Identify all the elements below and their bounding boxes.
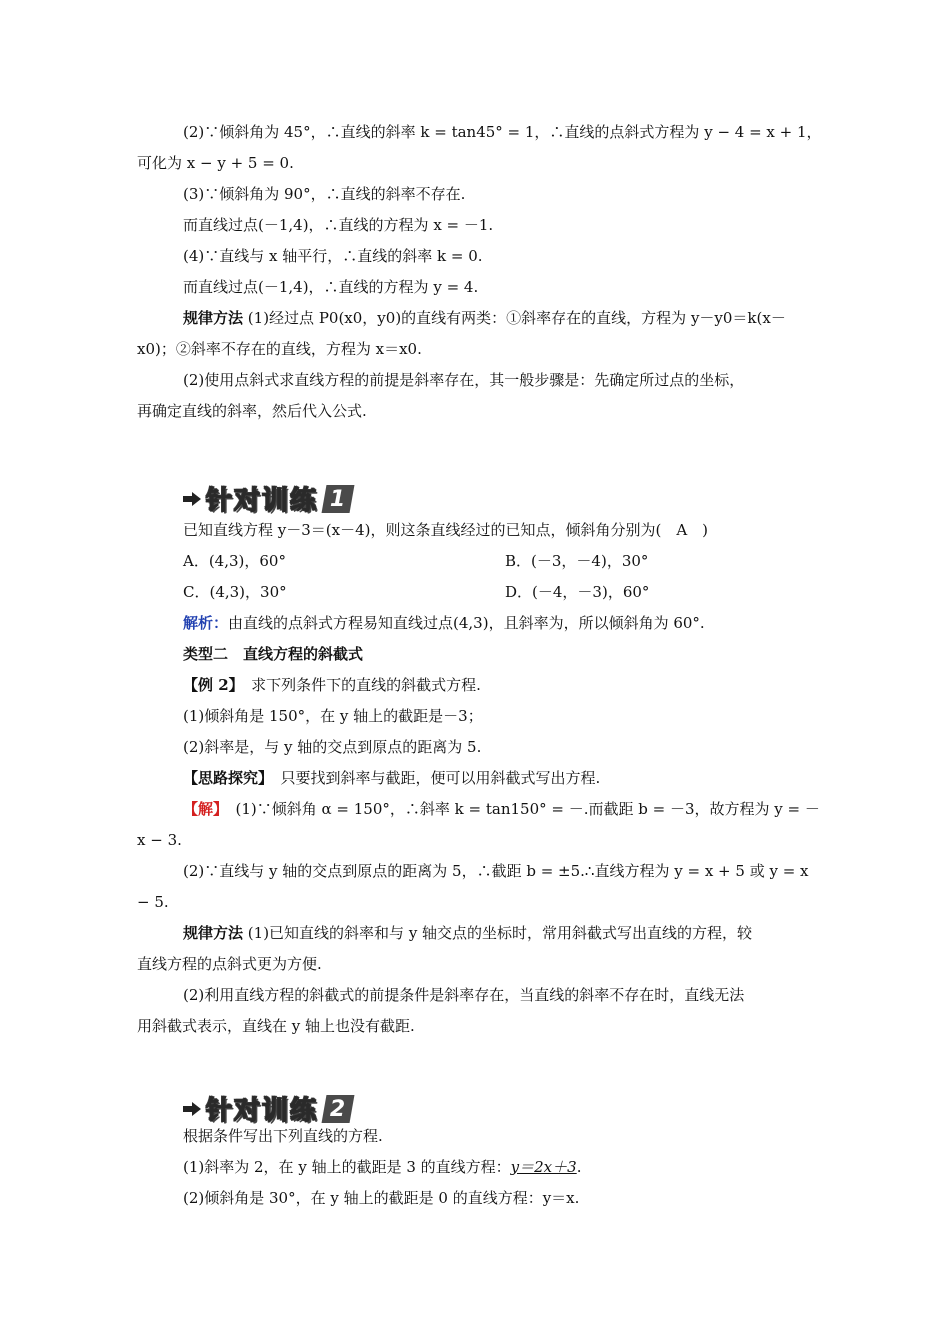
question-line <box>183 1156 581 1178</box>
example-paragraph <box>183 674 481 696</box>
banner-number: 2 <box>322 1095 355 1123</box>
training-banner-2 <box>182 1090 352 1127</box>
question-text: 已知直线方程 y－3＝(x－4)，则这条直线经过的已知点，倾斜角分别为( A ) <box>183 521 709 539</box>
text-line: (1)倾斜角是 150°，在 y 轴上的截距是－3； <box>183 707 483 725</box>
period: . <box>576 1158 582 1176</box>
analysis-label: 解析： <box>183 614 229 632</box>
think-label: 【思路探究】 <box>183 769 266 787</box>
option-b: B．(－3，－4)，30° <box>505 552 649 570</box>
section-heading: 类型二 直线方程的斜截式 <box>183 645 364 663</box>
method-label: 规律方法 <box>183 309 244 327</box>
text-line: (2)∵倾斜角为 45°，∴直线的斜率 k = tan45° = 1，∴直线的点斜式方程为 y − 4 = x + 1， <box>183 123 822 141</box>
analysis-text: 由直线的点斜式方程易知直线过点(4,3)，且斜率为，所以倾斜角为 60°. <box>228 614 705 632</box>
think-text: 只要找到斜率与截距，便可以用斜截式写出方程. <box>265 769 601 787</box>
text-line: 可化为 x − y + 5 = 0. <box>137 154 294 172</box>
think-paragraph <box>183 767 600 789</box>
analysis-paragraph <box>183 612 705 634</box>
method-text: (1)已知直线的斜率和与 y 轴交点的坐标时，常用斜截式写出直线的方程，较 <box>247 924 753 942</box>
text-line: (2)∵直线与 y 轴的交点到原点的距离为 5，∴截距 b = ±5.∴直线方程为 y = x + 5 或 y = x <box>183 862 809 880</box>
arrow-right-icon <box>182 489 202 509</box>
solution-text: (1)∵倾斜角 α = 150°，∴斜率 k = tan150° = －.而截距 b = －3，故方程为 y = － <box>220 800 820 818</box>
question-text: (1)斜率为 2，在 y 轴上的截距是 3 的直线方程： <box>183 1158 511 1176</box>
solution-paragraph <box>183 798 820 820</box>
example-text: 求下列条件下的直线的斜截式方程. <box>236 676 481 694</box>
method-text: (1)经过点 P0(x0，y0)的直线有两类：①斜率存在的直线，方程为 y－y0＝k(x－ <box>247 309 786 327</box>
text-line: (2)利用直线方程的斜截式的前提条件是斜率存在，当直线的斜率不存在时，直线无法 <box>183 986 745 1004</box>
text-line: (2)斜率是，与 y 轴的交点到原点的距离为 5. <box>183 738 482 756</box>
training-banner-1 <box>182 480 352 517</box>
option-c: C．(4,3)，30° <box>183 583 287 601</box>
text-line: (2)使用点斜式求直线方程的前提是斜率存在，其一般步骤是：先确定所过点的坐标， <box>183 371 745 389</box>
example-label: 【例 2】 <box>183 676 237 694</box>
answer-text: y＝2x＋3 <box>510 1158 577 1176</box>
text-line: 用斜截式表示，直线在 y 轴上也没有截距. <box>137 1017 415 1035</box>
text-line: 根据条件写出下列直线的方程. <box>183 1127 383 1145</box>
text-line: − 5. <box>137 893 169 911</box>
text-line: (4)∵直线与 x 轴平行，∴直线的斜率 k = 0. <box>183 247 483 265</box>
method-paragraph <box>183 922 752 944</box>
banner-title: 针对训练 <box>206 1096 319 1126</box>
text-line: x − 3. <box>137 831 182 849</box>
text-line: 直线方程的点斜式更为方便. <box>137 955 322 973</box>
banner-number: 1 <box>322 485 355 513</box>
option-d: D．(－4，－3)，60° <box>505 583 650 601</box>
arrow-right-icon <box>182 1099 202 1119</box>
text-line: (3)∵倾斜角为 90°，∴直线的斜率不存在. <box>183 185 466 203</box>
solution-label: 【解】 <box>183 800 221 818</box>
text-line: 再确定直线的斜率，然后代入公式. <box>137 402 367 420</box>
option-a: A．(4,3)，60° <box>183 552 286 570</box>
text-line: (2)倾斜角是 30°，在 y 轴上的截距是 0 的直线方程：y＝x. <box>183 1189 580 1207</box>
banner-title: 针对训练 <box>206 486 319 516</box>
text-line: 而直线过点(－1,4)，∴直线的方程为 x = －1. <box>183 216 494 234</box>
text-line: x0)；②斜率不存在的直线，方程为 x＝x0. <box>137 340 422 358</box>
method-label: 规律方法 <box>183 924 244 942</box>
text-line: 而直线过点(－1,4)，∴直线的方程为 y = 4. <box>183 278 479 296</box>
method-paragraph <box>183 307 786 329</box>
